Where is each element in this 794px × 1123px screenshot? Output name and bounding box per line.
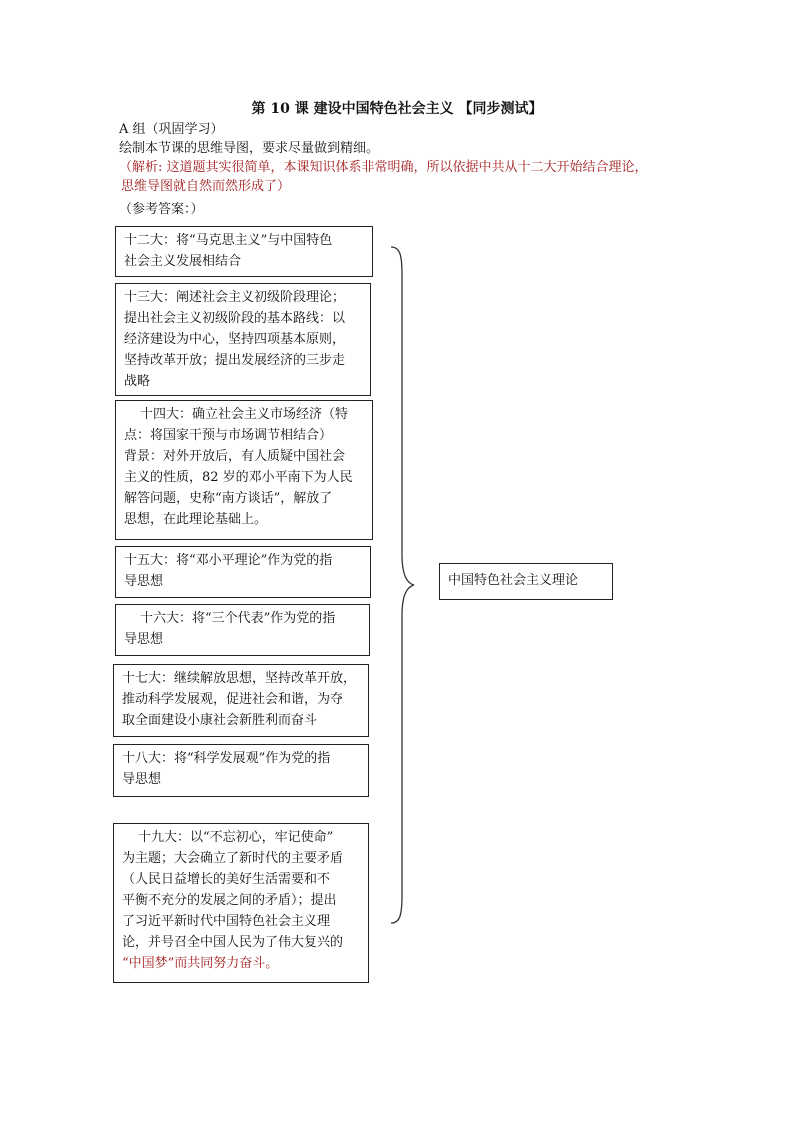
box-line: 推动科学发展观，促进社会和谐，为夺 — [122, 692, 344, 707]
box-line: 十四大：确立社会主义市场经济（特 — [140, 407, 349, 422]
box-line: 背景：对外开放后，有人质疑中国社会 — [124, 449, 346, 464]
box-line: 十八大：将“科学发展观”作为党的指 — [122, 751, 331, 766]
box-line: 思想，在此理论基础上。 — [124, 512, 268, 527]
box-line: 十九大：以“不忘初心，牢记使命” — [138, 830, 334, 845]
page-title: 第 10 课 建设中国特色社会主义 【同步测试】 — [251, 101, 543, 117]
box-line: 取全面建设小康社会新胜利而奋斗 — [122, 713, 318, 728]
box-line: 解答问题，史称“南方谈话”，解放了 — [124, 491, 333, 506]
summary-box — [439, 563, 613, 600]
congress-18-box — [113, 744, 369, 797]
box-line: 论，并号召全中国人民为了伟大复兴的 — [122, 935, 344, 950]
box-line: 战略 — [124, 374, 151, 389]
group-heading: A 组（巩固学习） — [119, 122, 224, 137]
box-line: 点：将国家干预与市场调节相结合） — [124, 428, 333, 443]
congress-15-box — [115, 546, 371, 598]
box-line: 平衡不充分的发展之间的矛盾）；提出 — [122, 893, 337, 908]
box-line: 了习近平新时代中国特色社会主义理 — [122, 914, 331, 929]
box-line: 十二大：将“马克思主义”与中国特色 — [124, 233, 333, 248]
box-line: 十三大：阐述社会主义初级阶段理论； — [124, 290, 346, 305]
analysis-line-2: 思维导图就自然而然形成了） — [121, 179, 291, 194]
task-text: 绘制本节课的思维导图，要求尽量做到精细。 — [119, 141, 380, 156]
summary-text: 中国特色社会主义理论 — [448, 573, 579, 588]
box-line: 主义的性质，82 岁的邓小平南下为人民 — [124, 470, 353, 485]
box-line: 导思想 — [124, 574, 164, 589]
box-line: 导思想 — [124, 632, 164, 647]
box-line: （人民日益增长的美好生活需要和不 — [122, 872, 331, 887]
box-line: 导思想 — [122, 772, 162, 787]
congress-12-box — [115, 226, 373, 277]
curly-brace — [388, 245, 428, 925]
box-line: 提出社会主义初级阶段的基本路线：以 — [124, 311, 346, 326]
box-line: 社会主义发展相结合 — [124, 254, 242, 269]
congress-14-box — [115, 400, 373, 540]
congress-13-box — [115, 283, 371, 396]
box-line: 十六大：将“三个代表”作为党的指 — [140, 611, 336, 626]
box-line: “中国梦”而共同努力奋斗。 — [122, 956, 279, 971]
congress-17-box — [113, 664, 369, 737]
analysis-line-1: （解析: 这道题其实很简单，本课知识体系非常明确，所以依据中共从十二大开始结合理论， — [119, 160, 648, 175]
congress-16-box — [115, 604, 370, 656]
box-line: 为主题；大会确立了新时代的主要矛盾 — [122, 851, 344, 866]
box-line: 坚持改革开放；提出发展经济的三步走 — [124, 353, 346, 368]
box-line: 十五大：将“邓小平理论”作为党的指 — [124, 553, 333, 568]
box-line: 十七大：继续解放思想，坚持改革开放， — [122, 671, 357, 686]
congress-19-box — [113, 823, 369, 983]
box-line: 经济建设为中心，坚持四项基本原则， — [124, 332, 346, 347]
reference-answer-label: （参考答案：） — [119, 202, 204, 217]
